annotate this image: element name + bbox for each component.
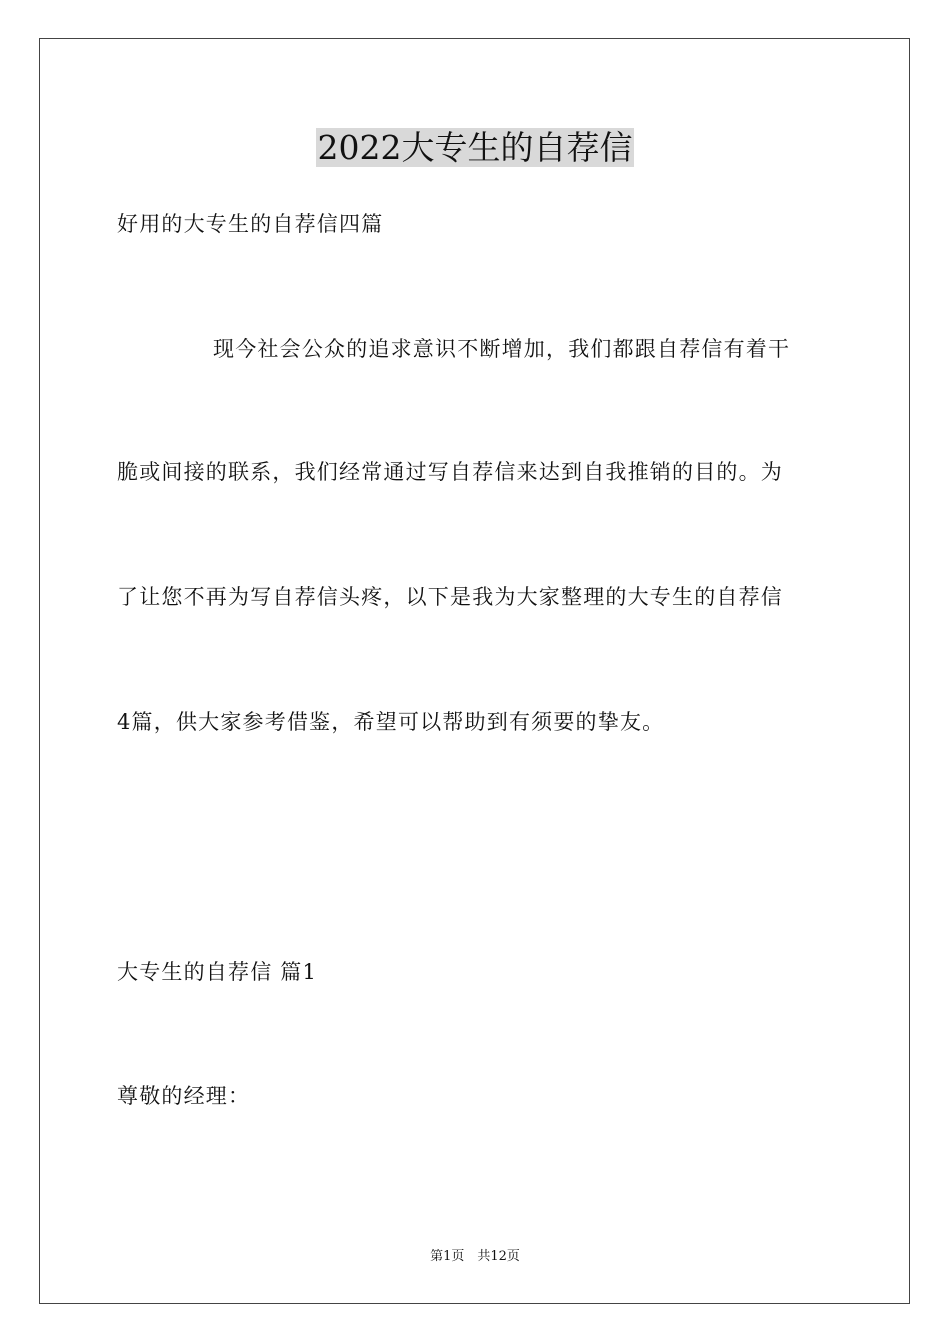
document-title-text: 2022大专生的自荐信: [317, 128, 633, 167]
intro-line-3: 了让您不再为写自荐信头疼，以下是我为大家整理的大专生的自荐信: [117, 585, 783, 609]
page-footer: 第1页 共12页: [430, 1249, 520, 1264]
salutation: 尊敬的经理：: [117, 1084, 251, 1108]
section-heading: 大专生的自荐信 篇1: [117, 960, 318, 984]
document-title: [0, 126, 950, 170]
document-subtitle: 好用的大专生的自荐信四篇: [117, 212, 384, 236]
intro-line-2: 脆或间接的联系，我们经常通过写自荐信来达到自我推销的目的。为: [117, 460, 783, 484]
intro-line-1: 现今社会公众的追求意识不断增加，我们都跟自荐信有着干: [213, 337, 791, 361]
intro-line-4: 4篇，供大家参考借鉴，希望可以帮助到有须要的挚友。: [117, 710, 665, 734]
